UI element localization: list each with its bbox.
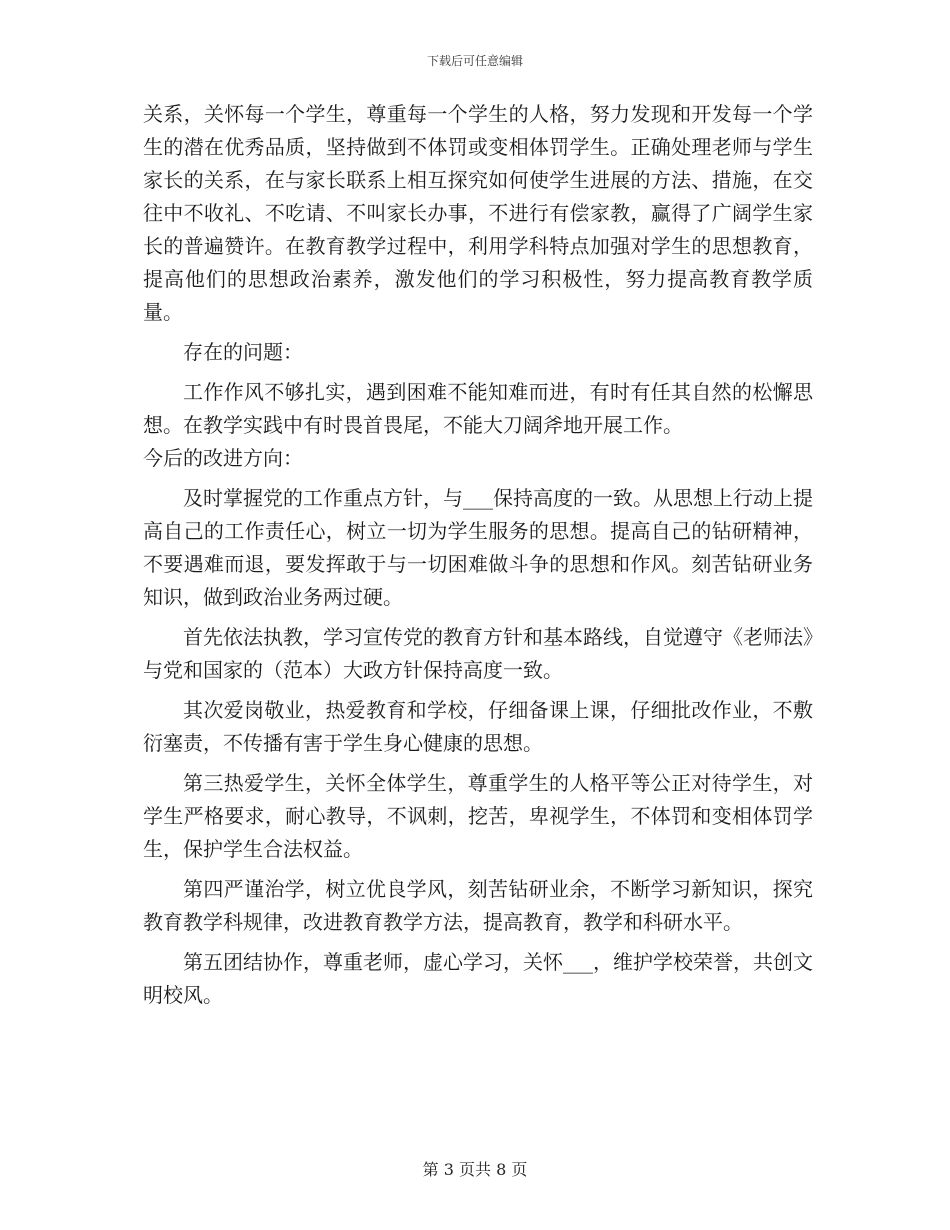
paragraph-improvement-heading: 今后的改进方向：	[143, 446, 303, 470]
paragraph-improvement: 及时掌握党的工作重点方针，与___保持高度的一致。从思想上行动上提高自己的工作责任心，树立一切为学生服务的思想。提高自己的钻研精神，不要遇难而退，要发挥敢于与一切困难做斗争的思想和作风。刻苦钻研业务知识，做到政治业务两过硬。	[143, 486, 813, 609]
paragraph-third: 第三热爱学生，关怀全体学生，尊重学生的人格平等公正对待学生，对学生严格要求，耐心教导，不讽刺，挖苦，卑视学生，不体罚和变相体罚学生，保护学生合法权益。	[143, 771, 813, 861]
paragraph-fourth: 第四严谨治学，树立优良学风，刻苦钻研业余，不断学习新知识，探究教育教学科规律，改进教育教学方法，提高教育，教学和科研水平。	[143, 877, 813, 934]
paragraph-problems: 工作作风不够扎实，遇到困难不能知难而进，有时有任其自然的松懈思想。在教学实践中有时畏首畏尾，不能大刀阔斧地开展工作。	[143, 380, 813, 437]
paragraph-relations: 关系，关怀每一个学生，尊重每一个学生的人格，努力发现和开发每一个学生的潜在优秀品质，坚持做到不体罚或变相体罚学生。正确处理老师与学生家长的关系，在与家长联系上相互探究如何使学生进展的方法、措施，在交往中不收礼、不吃请、不叫家长办事，不进行有偿家教，赢得了广阔学生家长的普遍赞许。在教育教学过程中，利用学科特点加强对学生的思想教育，提高他们的思想政治素养，激发他们的学习积极性，努力提高教育教学质量。	[143, 102, 813, 324]
paragraph-first: 首先依法执教，学习宣传党的教育方针和基本路线，自觉遵守《老师法》与党和国家的（范本）大政方针保持高度一致。	[143, 625, 813, 682]
page-number: 第 3 页共 8 页	[422, 1160, 528, 1179]
page-header-note: 下载后可任意编辑	[426, 54, 523, 68]
paragraph-problems-heading: 存在的问题：	[183, 340, 303, 364]
document-body	[143, 98, 813, 1019]
paragraph-fifth: 第五团结协作，尊重老师，虚心学习，关怀___，维护学校荣誉，共创文明校风。	[143, 950, 813, 1007]
paragraph-second: 其次爱岗敬业，热爱教育和学校，仔细备课上课，仔细批改作业，不敷衍塞责，不传播有害于学生身心健康的思想。	[143, 698, 813, 755]
